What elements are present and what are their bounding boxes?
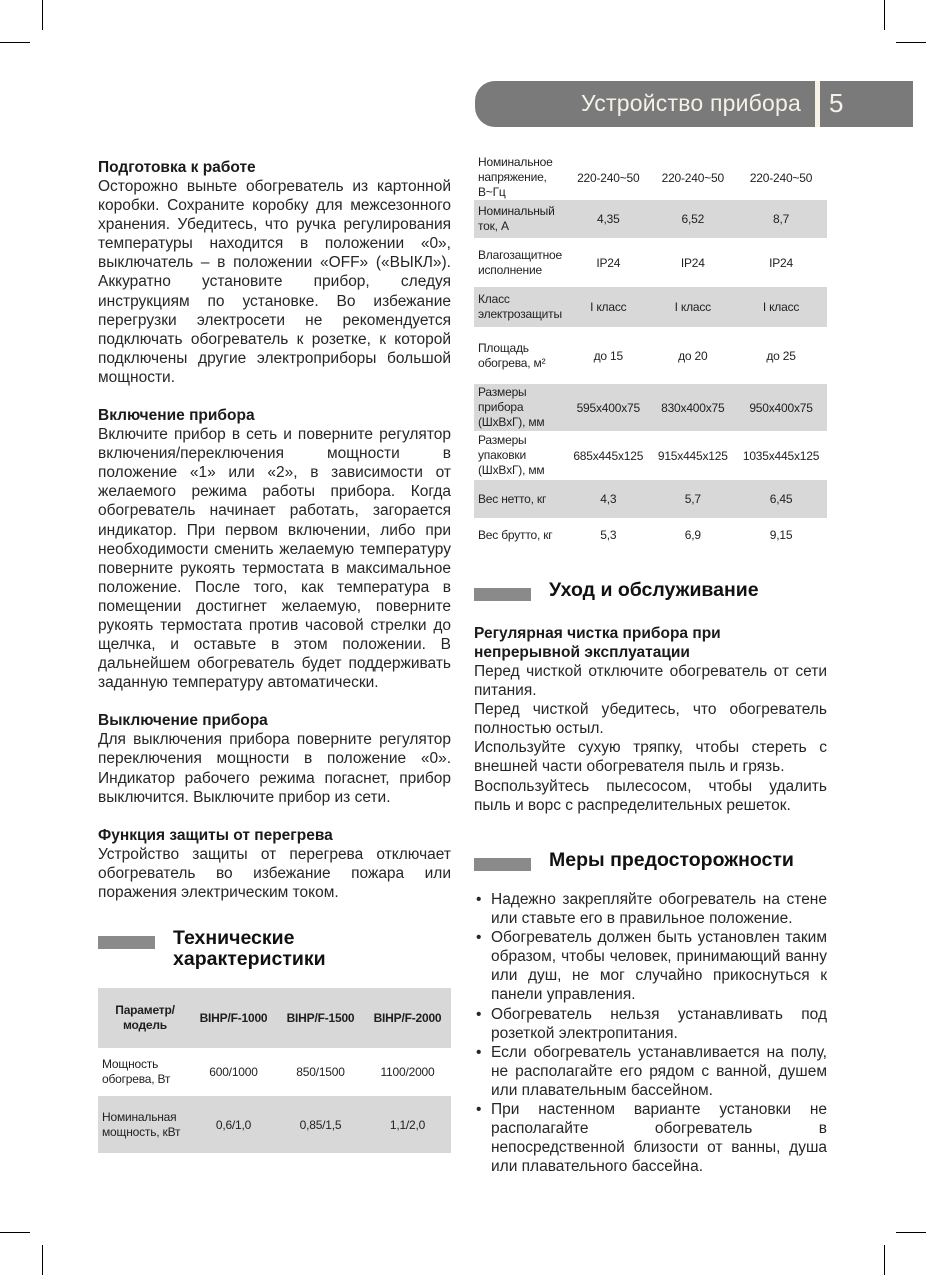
section-title: Устройство прибора <box>581 90 801 116</box>
spec-table-header <box>98 988 451 1048</box>
specs-heading-row <box>98 928 451 972</box>
crop-mark <box>42 0 43 30</box>
row-label: Влагозащитное исполнение <box>478 247 562 277</box>
specs-heading <box>98 928 451 972</box>
table-row <box>474 238 827 287</box>
crop-mark <box>896 42 926 43</box>
page-number: 5 <box>829 88 844 118</box>
maintenance-paragraph: Используйте сухую тряпку, чтобы стереть с внешней части обогревателя пыль и грязь. <box>474 739 827 776</box>
cell: IP24 <box>680 255 705 270</box>
precautions-heading: Меры предосторожности <box>549 849 794 871</box>
specs-heading-line1: Технические <box>173 927 295 949</box>
cell: 220-240~50 <box>749 170 813 185</box>
cell: 0,6/1,0 <box>190 1096 277 1153</box>
maintenance-paragraph: Перед чисткой отключите обогреватель от сети питания. <box>474 663 827 700</box>
list-item-text: Обогреватель нельзя устанавливать под розеткой электропитания. <box>491 1005 827 1042</box>
specs-heading-line2: характеристики <box>173 948 326 970</box>
cell: IP24 <box>769 255 793 270</box>
cell: 4,35 <box>566 200 651 238</box>
crop-mark <box>42 1245 43 1275</box>
table-row <box>474 431 827 480</box>
cell: 1,1/2,0 <box>364 1096 451 1153</box>
row-label: Площадь обогрева, м² <box>478 340 546 370</box>
maintenance-subtitle: Регулярная чистка прибора при непрерывной эксплуатации <box>474 625 721 661</box>
cell: 4,3 <box>566 480 651 518</box>
list-item <box>474 1043 827 1100</box>
maintenance-paragraph: Воспользуйтесь пылесосом, чтобы удалить пыль и ворс с распределительных решеток. <box>474 777 827 814</box>
specs-heading-text <box>173 928 326 970</box>
crop-mark <box>884 1245 885 1275</box>
crop-mark <box>0 42 30 43</box>
header-model-1000: BIHP/F-1000 <box>190 988 277 1048</box>
cell: до 20 <box>678 348 708 363</box>
cell: 685x445x125 <box>573 448 644 463</box>
cell: до 15 <box>593 348 623 363</box>
precautions-heading-row <box>474 850 827 890</box>
list-item <box>474 1005 827 1043</box>
row-label: Вес брутто, кг <box>478 527 553 542</box>
cell: 830x400x75 <box>651 384 736 431</box>
row-label: Номинальная мощность, кВт <box>98 1096 190 1153</box>
cell: 6,52 <box>651 200 736 238</box>
header-model-2000: BIHP/F-2000 <box>364 988 451 1048</box>
list-item <box>474 1100 827 1176</box>
table-row <box>474 327 827 384</box>
cell: 8,7 <box>735 200 827 238</box>
cell: 1100/2000 <box>380 1065 435 1079</box>
list-item-text: При настенном варианте установки не располагайте обогреватель в непосредственной близости от ванны, душа или плавательного бассейна. <box>491 1101 827 1176</box>
list-item-text: Если обогреватель устанавливается на полу, не располагайте его рядом с ванной, душем или плавательным бассейном. <box>491 1043 827 1099</box>
bullet-icon: • <box>476 1043 482 1061</box>
overheat-section <box>98 826 451 902</box>
table-row <box>98 1048 451 1096</box>
bullet-icon: • <box>476 891 482 908</box>
bullet-icon: • <box>476 1005 482 1023</box>
crop-mark <box>0 1232 30 1233</box>
list-item <box>474 890 827 928</box>
cell: I класс <box>651 287 736 327</box>
table-row <box>474 155 827 200</box>
table-row <box>474 287 827 327</box>
cell: 595x400x75 <box>566 384 651 431</box>
switch-on-section <box>98 406 451 692</box>
row-label: Класс электрозащиты <box>474 287 566 327</box>
cell: 5,7 <box>651 480 736 518</box>
table-row <box>474 384 827 431</box>
spec-table-part2 <box>474 155 827 552</box>
cell: 6,45 <box>735 480 827 518</box>
table-row <box>474 200 827 238</box>
maintenance-heading: Уход и обслуживание <box>549 579 759 601</box>
heading-bar-decoration <box>474 588 531 601</box>
cell: до 25 <box>766 348 796 363</box>
precautions-list <box>474 890 827 1176</box>
cell: 0,85/1,5 <box>277 1096 364 1153</box>
row-label: Мощность обогрева, Вт <box>102 1057 171 1086</box>
cell: 1035x445x125 <box>742 448 820 463</box>
cell: 850/1500 <box>296 1065 345 1079</box>
header-model-1500: BIHP/F-1500 <box>277 988 364 1048</box>
cell: 220-240~50 <box>661 170 724 185</box>
row-label: Номинальное напряжение, В~Гц <box>478 155 553 199</box>
page-number-box <box>820 81 913 127</box>
cell: 600/1000 <box>209 1065 258 1079</box>
bullet-icon: • <box>476 1101 482 1119</box>
list-item-text: Обогреватель должен быть установлен таким образом, чтобы человек, принимающий ванну или душ, не мог случайно прикоснуться к панели управления. <box>491 929 827 1004</box>
preparation-section <box>98 158 451 387</box>
list-item <box>474 928 827 1004</box>
preparation-text: Осторожно выньте обогреватель из картонной коробки. Сохраните коробку для межсезонного хранения. Убедитесь, что ручка регулирования температуры находится в положении «0», выключатель – в положении «OFF» («ВЫКЛ»). Аккуратно установите прибор, следуя инструкциям по установке. Во избежание перегрузки электросети не рекомендуется подключать обогреватель к розетке, к которой подключены другие электроприборы большой мощности. <box>98 178 451 386</box>
cell: I класс <box>566 287 651 327</box>
cell: 5,3 <box>600 528 617 542</box>
bullet-icon: • <box>476 929 482 947</box>
switch-on-text: Включите прибор в сеть и поверните регулятор включения/переключения мощности в положение «1» или «2», в зависимости от желаемого режима работы прибора. Когда обогреватель начинает работать, загорается индикатор. При первом включении, либо при необходимости сменить желаемую температуру поверните рукоять термостата в максимальное положение. После того, как температура в помещении достигнет желаемую, поверните рукоять термостата против часовой стрелки до щелчка, и оставьте в этом положении. В дальнейшем обогреватель будет поддерживать заданную температуру автоматически. <box>98 426 451 692</box>
switch-off-text: Для выключения прибора поверните регулятор переключения мощности в положение «0». Индикатор рабочего режима погаснет, прибор выключится. Выключите прибор из сети. <box>98 731 451 806</box>
switch-on-title: Включение прибора <box>98 407 255 425</box>
switch-off-section <box>98 711 451 806</box>
precautions-section <box>474 850 827 1176</box>
overheat-text: Устройство защиты от перегрева отключает обогреватель во избежание пожара или поражения электрическим током. <box>98 845 451 901</box>
maintenance-paragraph: Перед чисткой убедитесь, что обогреватель полностью остыл. <box>474 701 827 738</box>
row-label: Вес нетто, кг <box>474 480 566 518</box>
cell: 220-240~50 <box>577 170 640 185</box>
row-label: Размеры упаковки (ШxВxГ), мм <box>478 433 545 477</box>
cell: 6,9 <box>684 528 701 542</box>
preparation-title: Подготовка к работе <box>98 159 256 176</box>
spec-table-part1 <box>98 988 451 1153</box>
row-label: Номинальный ток, А <box>474 200 566 238</box>
maintenance-section <box>474 580 827 815</box>
heading-bar-decoration <box>98 936 155 949</box>
cell: 950x400x75 <box>735 384 827 431</box>
header-param: Параметр/ модель <box>98 988 190 1048</box>
maintenance-heading-row <box>474 580 827 624</box>
cell: IP24 <box>596 255 621 270</box>
list-item-text: Надежно закрепляйте обогреватель на стене или ставьте его в правильное положение. <box>491 891 827 928</box>
left-column <box>98 158 451 921</box>
table-row <box>474 480 827 518</box>
overheat-title: Функция защиты от перегрева <box>98 826 333 844</box>
section-header-bar <box>475 81 815 127</box>
table-row <box>98 1096 451 1153</box>
cell: 915x445x125 <box>657 448 728 463</box>
crop-mark <box>896 1232 926 1233</box>
cell: I класс <box>735 287 827 327</box>
crop-mark <box>884 0 885 30</box>
switch-off-title: Выключение прибора <box>98 712 268 730</box>
row-label: Размеры прибора (ШxВxГ), мм <box>474 384 566 431</box>
heading-bar-decoration <box>474 858 531 871</box>
cell: 9,15 <box>769 528 793 542</box>
table-row <box>474 518 827 552</box>
